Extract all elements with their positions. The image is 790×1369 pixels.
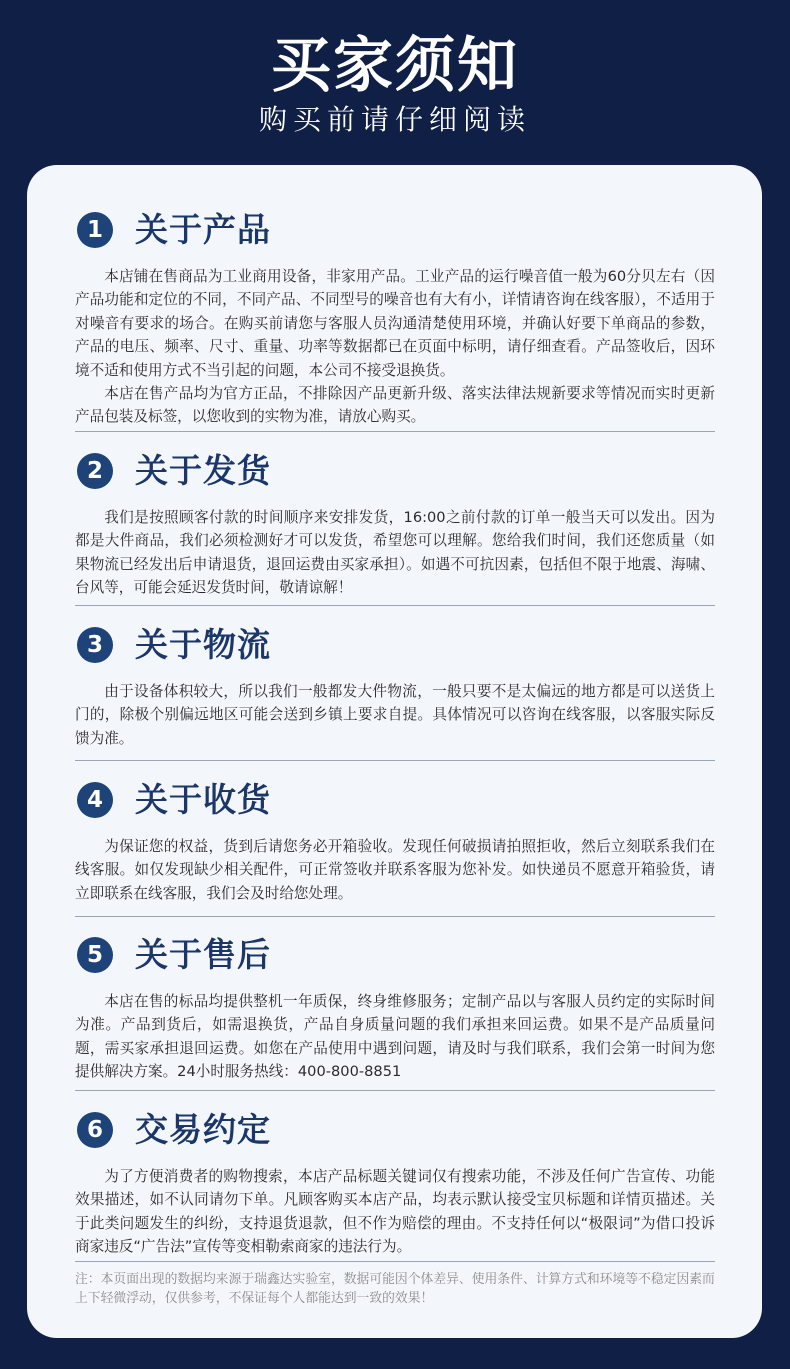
section-divider (75, 431, 715, 432)
section-paragraph: 本店铺在售商品为工业商用设备，非家用产品。工业产品的运行噪音值一般为60分贝左右（因产品功能和定位的不同，不同产品、不同型号的噪音也有大有小，详情请咨询在线客服），不适用于对噪音有要求的场合。在购买前请您与客服人员沟通清楚使用环境，并确认好要下单商品的参数，产品的电压、频率、尺寸、重量、功率等数据都已在页面中标明，请仔细查看。产品签收后，因环境不适和使用方式不当引起的问题，本公司不接受退换货。 (75, 268, 715, 379)
section-trade-agreement (75, 1108, 715, 1259)
page-header (0, 0, 790, 165)
section-header (75, 933, 715, 981)
section-header (75, 623, 715, 671)
section-divider (75, 760, 715, 761)
section-title: 关于发货 (135, 451, 271, 490)
disclaimer-note: 注：本页面出现的数据均来源于瑞鑫达实验室，数据可能因个体差异、使用条件、计算方式和环境等不稳定因素而上下轻微浮动，仅供参考，不保证每个人都能达到一致的效果！ (75, 1272, 715, 1306)
section-divider (75, 916, 715, 917)
section-header (75, 208, 715, 256)
section-about-product (75, 208, 715, 429)
section-about-logistics (75, 623, 715, 750)
section-title: 关于物流 (135, 625, 271, 664)
section-after-sales (75, 933, 715, 1084)
section-paragraph: 本店在售的标品均提供整机一年质保，终身维修服务；定制产品以与客服人员约定的实际时间为准。产品到货后，如需退换货，产品自身质量问题的我们承担来回运费。如果不是产品质量问题，需买家承担退回运费。如您在产品使用中遇到问题，请及时与我们联系，我们会第一时间为您提供解决方案。24小时服务热线：400-800-8851 (75, 993, 715, 1081)
section-about-shipping (75, 449, 715, 600)
section-paragraph: 为了方便消费者的购物搜索，本店产品标题关键词仅有搜索功能，不涉及任何广告宣传、功能效果描述，如不认同请勿下单。凡顾客购买本店产品，均表示默认接受宝贝标题和详情页描述。关于此类问题发生的纠纷，支持退货退款，但不作为赔偿的理由。不支持任何以“极限词”为借口投诉商家违反“广告法”宣传等变相勒索商家的违法行为。 (75, 1168, 715, 1256)
section-divider (75, 605, 715, 606)
section-header (75, 449, 715, 497)
section-header (75, 1108, 715, 1156)
section-number-badge: 1 (77, 212, 113, 248)
page-subtitle: 购买前请仔细阅读 (258, 103, 531, 136)
section-about-receiving (75, 778, 715, 905)
section-paragraph: 由于设备体积较大，所以我们一般都发大件物流，一般只要不是太偏远的地方都是可以送货上门的，除极个别偏远地区可能会送到乡镇上要求自提。具体情况可以咨询在线客服，以客服实际反馈为准。 (75, 683, 715, 747)
section-number-badge: 3 (77, 627, 113, 663)
section-title: 关于收货 (135, 780, 271, 819)
section-header (75, 778, 715, 826)
notice-card (27, 165, 762, 1338)
section-paragraph: 我们是按照顾客付款的时间顺序来安排发货，16:00之前付款的订单一般当天可以发出。因为都是大件商品，我们必须检测好才可以发货，希望您可以理解。您给我们时间，我们还您质量（如果物流已经发出后申请退货，退回运费由买家承担）。如遇不可抗因素，包括但不限于地震、海啸、台风等，可能会延迟发货时间，敬请谅解！ (75, 509, 715, 597)
section-number-badge: 4 (77, 782, 113, 818)
page-title: 买家须知 (271, 31, 519, 101)
section-title: 交易约定 (135, 1110, 271, 1149)
section-divider (75, 1261, 715, 1262)
section-paragraph: 为保证您的权益，货到后请您务必开箱验收。发现任何破损请拍照拒收，然后立刻联系我们在线客服。如仅发现缺少相关配件，可正常签收并联系客服为您补发。如快递员不愿意开箱验货，请立即联系在线客服，我们会及时给您处理。 (75, 838, 715, 902)
section-number-badge: 6 (77, 1112, 113, 1148)
section-number-badge: 2 (77, 453, 113, 489)
section-title: 关于产品 (135, 210, 271, 249)
section-paragraph: 本店在售产品均为官方正品，不排除因产品更新升级、落实法律法规新要求等情况而实时更新产品包装及标签，以您收到的实物为准，请放心购买。 (75, 385, 715, 426)
section-number-badge: 5 (77, 937, 113, 973)
section-title: 关于售后 (135, 935, 271, 974)
section-divider (75, 1090, 715, 1091)
